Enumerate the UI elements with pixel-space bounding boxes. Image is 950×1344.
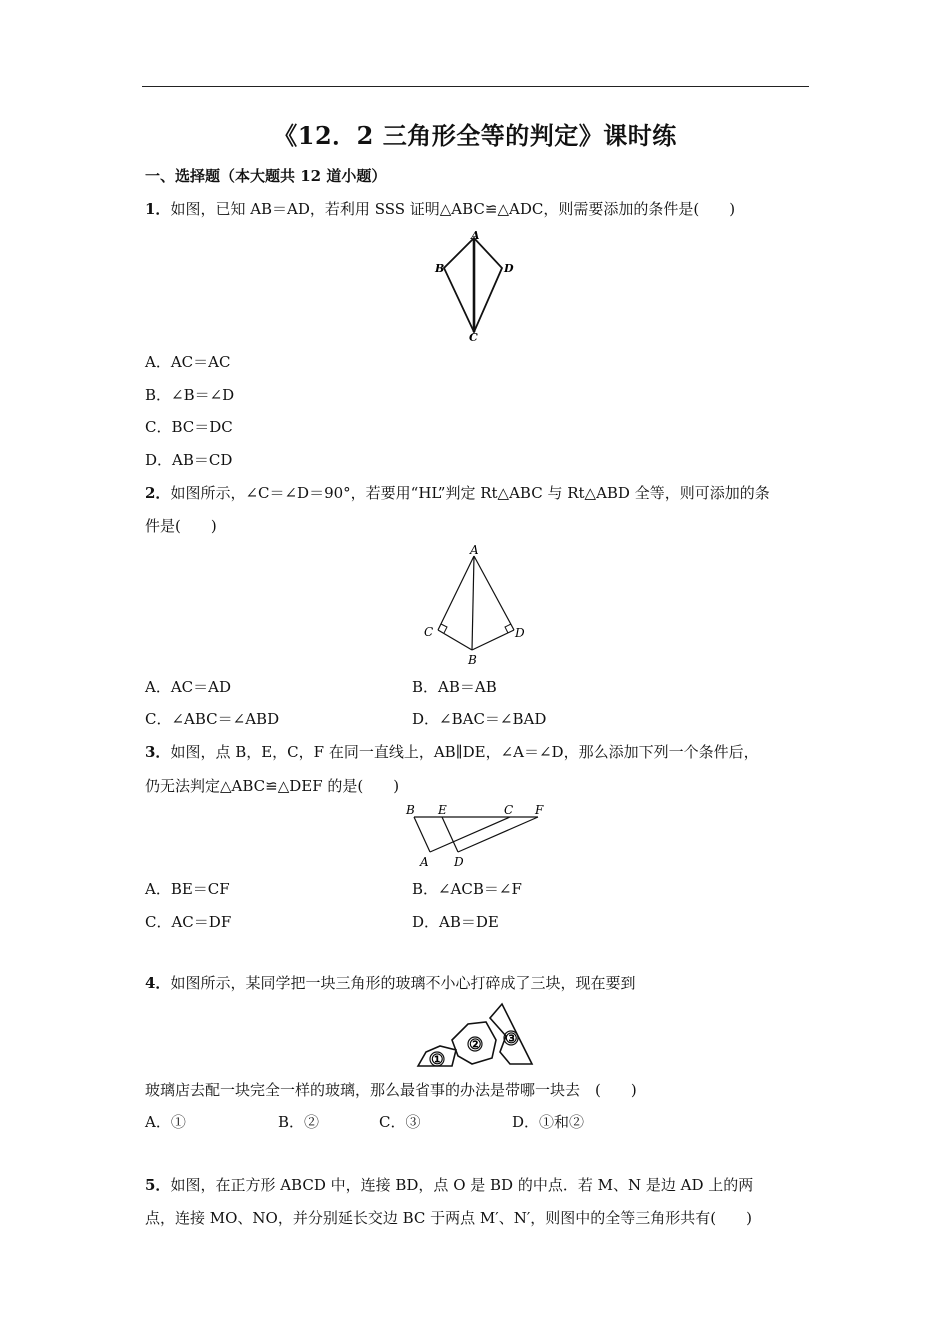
- question-4-stem-line2: 玻璃店去配一块完全一样的玻璃，那么最省事的办法是带哪一块去 ( ): [145, 1081, 637, 1099]
- fig3-label-b: B: [406, 803, 415, 817]
- fig4-label-3: ③: [505, 1031, 518, 1047]
- question-1-option-d: D．AB＝CD: [145, 451, 233, 469]
- question-1-option-b: B．∠B＝∠D: [145, 386, 235, 404]
- fig2-label-a: A: [470, 543, 479, 557]
- fig1-label-c: C: [469, 331, 478, 344]
- question-4-option-d: D．①和②: [512, 1113, 585, 1131]
- question-1-stem: 如图，已知 AB＝AD，若利用 SSS 证明△ABC≌△ADC，则需要添加的条件是( ): [170, 200, 736, 218]
- question-2-stem-line2: 件是( ): [145, 517, 217, 535]
- fig3-label-a: A: [420, 855, 429, 869]
- question-1-option-a: A．AC＝AC: [145, 353, 231, 371]
- fig2-label-d: D: [515, 626, 525, 640]
- question-3-option-b: B．∠ACB＝∠F: [412, 880, 522, 898]
- page-title: 《12．2 三角形全等的判定》课时练: [273, 121, 677, 150]
- question-3-number: 3．: [145, 743, 171, 761]
- question-1-figure: [430, 228, 520, 344]
- header-rule: [142, 86, 809, 87]
- question-3-option-a: A．BE＝CF: [145, 880, 230, 898]
- question-3-stem-line1: 如图，点 B，E，C，F 在同一直线上，AB∥DE，∠A＝∠D，那么添加下列一个条件后，: [170, 743, 759, 761]
- question-3-stem-line2: 仍无法判定△ABC≌△DEF 的是( ): [145, 777, 400, 795]
- question-4-option-c: C．③: [379, 1113, 421, 1131]
- question-4-stem-line1: 如图所示，某同学把一块三角形的玻璃不小心打碎成了三块，现在要到: [170, 974, 636, 992]
- question-1-number: 1．: [145, 200, 171, 218]
- question-4-option-b: B．②: [278, 1113, 320, 1131]
- question-1-text: [145, 199, 735, 219]
- section-heading: 一、选择题（本大题共 12 道小题）: [145, 167, 387, 185]
- question-4-number: 4．: [145, 974, 171, 992]
- fig4-label-2: ②: [469, 1037, 482, 1053]
- fig3-label-c: C: [504, 803, 514, 817]
- fig4-label-1: ①: [431, 1052, 444, 1068]
- question-2-stem-line1: 如图所示，∠C＝∠D＝90°，若要用“HL”判定 Rt△ABC 与 Rt△ABD 全等，则可添加的条: [170, 484, 770, 502]
- question-2-option-a: A．AC＝AD: [145, 678, 232, 696]
- question-4-figure: [412, 1000, 538, 1072]
- fig3-label-e: E: [438, 803, 447, 817]
- question-3-text: [145, 742, 759, 762]
- question-1-option-c: C．BC＝DC: [145, 418, 233, 436]
- fig1-label-a: A: [471, 229, 480, 242]
- fig3-label-d: D: [454, 855, 464, 869]
- question-3-option-d: D．AB＝DE: [412, 913, 499, 931]
- question-5-number: 5．: [145, 1176, 171, 1194]
- question-2-option-d: D．∠BAC＝∠BAD: [412, 710, 547, 728]
- fig1-label-d: D: [504, 262, 514, 275]
- question-3-option-c: C．AC＝DF: [145, 913, 232, 931]
- question-3-figure: [400, 800, 550, 872]
- question-2-option-b: B．AB＝AB: [412, 678, 497, 696]
- question-5-stem-line2: 点，连接 MO、NO，并分别延长交边 BC 于两点 M′、N′，则图中的全等三角形共有( ): [145, 1209, 752, 1227]
- fig2-label-c: C: [424, 625, 434, 639]
- question-5-text: [145, 1175, 753, 1195]
- fig1-label-b: B: [435, 262, 445, 275]
- fig3-label-f: F: [535, 803, 544, 817]
- question-2-text: [145, 483, 770, 503]
- question-4-option-a: A．①: [145, 1113, 186, 1131]
- fig2-label-b: B: [468, 653, 477, 667]
- question-2-figure: [420, 542, 530, 670]
- question-2-option-c: C．∠ABC＝∠ABD: [145, 710, 280, 728]
- question-4-text: [145, 973, 635, 993]
- question-5-stem-line1: 如图，在正方形 ABCD 中，连接 BD，点 O 是 BD 的中点．若 M、N 是边 AD 上的两: [170, 1176, 754, 1194]
- question-2-number: 2．: [145, 484, 171, 502]
